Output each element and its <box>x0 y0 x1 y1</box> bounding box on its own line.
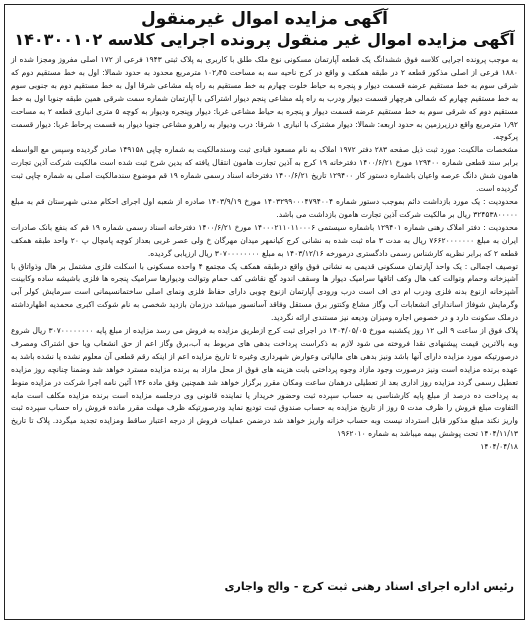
ownership-details: مشخصات مالکیت: مورد ثبت ذیل صفحه ۲۸۳ دفتر ۱۹۷۲ املاک به نام مسعود قبادی ثبت وسندمالکیت به شماره چاپی ۱۴۹۱۵۸ صادر گردیده وسپس مع الواسطه برابر سند قطعی شماره ۱۲۹۴۰۰ مورخ ۱۴۰۰/۶/۲۱ دفترخانه ۱۹ کرج به آذین تجارت هامون انتقال یافته که بدین شرح ثبت شده است مالکیت شرکت آذین تجارت هامون شش دانگ عرصه واعیان باشماره دستور کار ۱۲۹۴۰۰ تاریخ ۱۴۰۰/۶/۲۱ دفترخانه اسناد رسمی شماره ۱۹ قم موضوع سندمالکیت اصلی به شماره چاپی ثبت گردیده است. <box>11 145 519 194</box>
property-summary: توصیف اجمالی : یک واحد آپارتمان مسکونی قدیمی به نشانی فوق واقع درطبقه همکف یک مجتمع ۴ واحده مسکونی با اسکلت فلزی مشتمل بر هال وذواتاق با آشپزخانه وحمام وتوالت کف هال وکف اتاقها سرامیک دیوار ها وسقف اندود گچ نقاشی کف حمام وتوالت ودیوارها سرامیک پنجره ها فلزی باشیشه ساده وکابینت آشپزخانه ازنوع بدنه فلزی ودرب ام دی اف است درب ورودی آپارتمان ازنوع چوبی دارای حفاظ فلزی ونمای اصلی ساختمانسیمانی است سرمایش کولر آبی وگرمایش شوفاژ اساندارای انشعابات آب وگاز مشاع وکنتور برق مستقل وفاقد آسانسور میباشد درزمان بازدید شخصی به نام شوکت اکبری محمدیه اظهارداشته درملک سکونت دارد و در خصوص اجاره ومیزان ودیعه نیز مستندی ارائه نگردید. <box>11 261 518 323</box>
restriction-seizure: محدودیت : یک مورد بازداشت دائم بموجب دستور شماره ۱۴۰۳۲۹۹۰۰۰۴۷۹۴۰۰۴ مورخ ۱۴۰۳/۹/۱۹ صادره از شعبه اول اجرای احکام مدنی شهرستان قم به مبلغ ۳۲۴۵۳۸۰۰۰۰۰ ریال بر مالکیت شرکت آذین تجارت هامون بازداشت می باشد. <box>11 196 518 219</box>
notice-subtitle: آگهی مزایده اموال غیر منقول پرونده اجرایی کلاسه ۱۴۰۳۰۰۱۰۲ <box>14 30 515 49</box>
notice-page <box>4 4 525 620</box>
property-description: به موجب پرونده اجرایی کلاسه فوق ششدانگ یک قطعه آپارتمان مسکونی نوع ملک طلق با کاربری به پلاک ثبتی ۱۹۴۳ فرعی از ۱۷۲ اصلی مفروز ومجزا شده از ۱۸۸۰ فرعی از اصلی مذکور قطعه ۲ در طبقه همکف و واقع در کرج ناحیه سه به مساحت ۱۰۲٫۴۵ مترمربع محدود به حدود شمالا: اول به خط مستقیم دوم که شرقی سوم به خط مستقیم عرضه قسمت دیوار و پنجره به حیاط خلوت چهارم به خط مستقیم به راه پله مشاعی شرقا اول به خط مستقیم دوم به جنوبی سوم به خط مستقیم چهارم که شمالی هرچهار قسمت دیوار ودرب به راه پله مشاعی پنجم دیوار اشتراکی با آپارتمان شماره سمت شرقی همین طبقه جنوبا اول به خط مستقیم دوم که شرقی سوم به خط مستقیم عرضه قسمت دیوار و پنجره به حیاط مشاعی غربا: دیوار وپنجره ودیوار به کوچه ۵ متری انباری قطعه ۲ به مساحت ۱٫۹۲ مترمربع واقع درزیرزمین به حدود اربعه: شمالا: دیوار مشترک با انباری ۱ شرقا: درب ودیوار به راهرو مشاعی جنوبا دیوار به قسمت پرحاط غربا: دیوار قسمت پرکوچه. <box>11 55 519 142</box>
auction-terms: پلاک فوق از ساعت ۹ الی ۱۲ روز یکشنبه مورخ ۱۴۰۴/۰۵/۰۵ در اجرای ثبت کرج ازطریق مزایده به فروش می رسد مزایده از مبلغ پایه ۳۰۷۰۰۰۰۰۰۰۰ ریال شروع وبه بالاترین قیمت پیشنهادی نقدا فروخته می شود لازم به ذکراست پرداخت بدهی های مربوط به آب،برق وگاز اعم از حق انشعاب ویا حق اشتراک ومصرف درصورتیکه مورد مزایده دارای آنها باشد ونیز بدهی های مالیاتی وعوارض شهرداری وغیره تا تاریخ مزایده اعم از اینکه رقم قطعی آن معلوم نشده یا نشده باشد به عهده برنده مزایده است ونیز درصورت وجود مازاد وجوه پرداختی بابت هزینه های فوق از محل مازاد به برنده مزایده مسترد خواهد شد وضمنا چنانچه روز مزایده تعطیل رسمی گردد مزایده روز اداری بعد از تعطیلی درهمان ساعت ومکان مقرر برگزار خواهد شد همچنین وفق ماده ۱۳۶ آئین نامه اجرا شرکت در مزایده منوط به پرداخت ده درصد از مبلغ پایه کارشناسی به حساب سپرده ثبت وحضور خریدار یا نماینده قانونی وی درجلسه مزایده است برنده مزایده مکلف است مابه التفاوت مبلغ فروش را ظرف مدت ۵ روز از تاریخ مزایده به حساب صندوق ثبت تودیع نماید ودرصورتیکه ظرف مهلت مقرر مانده فروش راه حساب سپرده ثبت واریز نکند مبلغ مذکور قابل استرداد نیست وبه حساب خزانه واریز خواهد شد درضمن عملیات فروش از درجه اعتبار ساقط ومزایده تجدید میگردد. پلاک تا تاریخ ۱۴۰۴/۱۱/۱۳ تحت پوشش بیمه میباشد به شماره ۱۹۶۲۰۱۰ <box>11 326 518 439</box>
notice-date: ۱۴۰۴/۰۴/۱۸ <box>480 442 518 452</box>
notice-title: آگهی مزایده اموال غیرمنقول <box>141 9 388 29</box>
signature-line: رئیس اداره اجرای اسناد رهنی ثبت کرج - والح واجاری <box>224 580 514 593</box>
restriction-mortgage: محدودیت : دفتر املاک رهنی شماره ۱۲۹۴۰۱ باشماره سیستمی ۱۴۰۰۰۲۱۱۰۱۱۰۰۰۶ مورخ ۱۴۰۰/۶/۲۱ دفترخانه اسناد رسمی شماره ۱۹ قم که بنفع بانک صادرات ایران به مبلغ ۷۶۶۲۰۰۰۰۰۰۰ ریال به مدت ۳ ماه ثبت شده به نشانی کرج کیانمهر میدان مهرگان خ ولی عصر غربی بعداز کوچه پامچال پ ۲۰ واحد طبقه همکف قطعه ۲ که برابر نظریه کارشناس رسمی دادگستری درمورخه ۱۴۰۳/۱۲/۱۶ به مبلغ ۳۰۷۰۰۰۰۰۰۰۰ ریال ارزیابی گردیده. <box>11 222 519 258</box>
